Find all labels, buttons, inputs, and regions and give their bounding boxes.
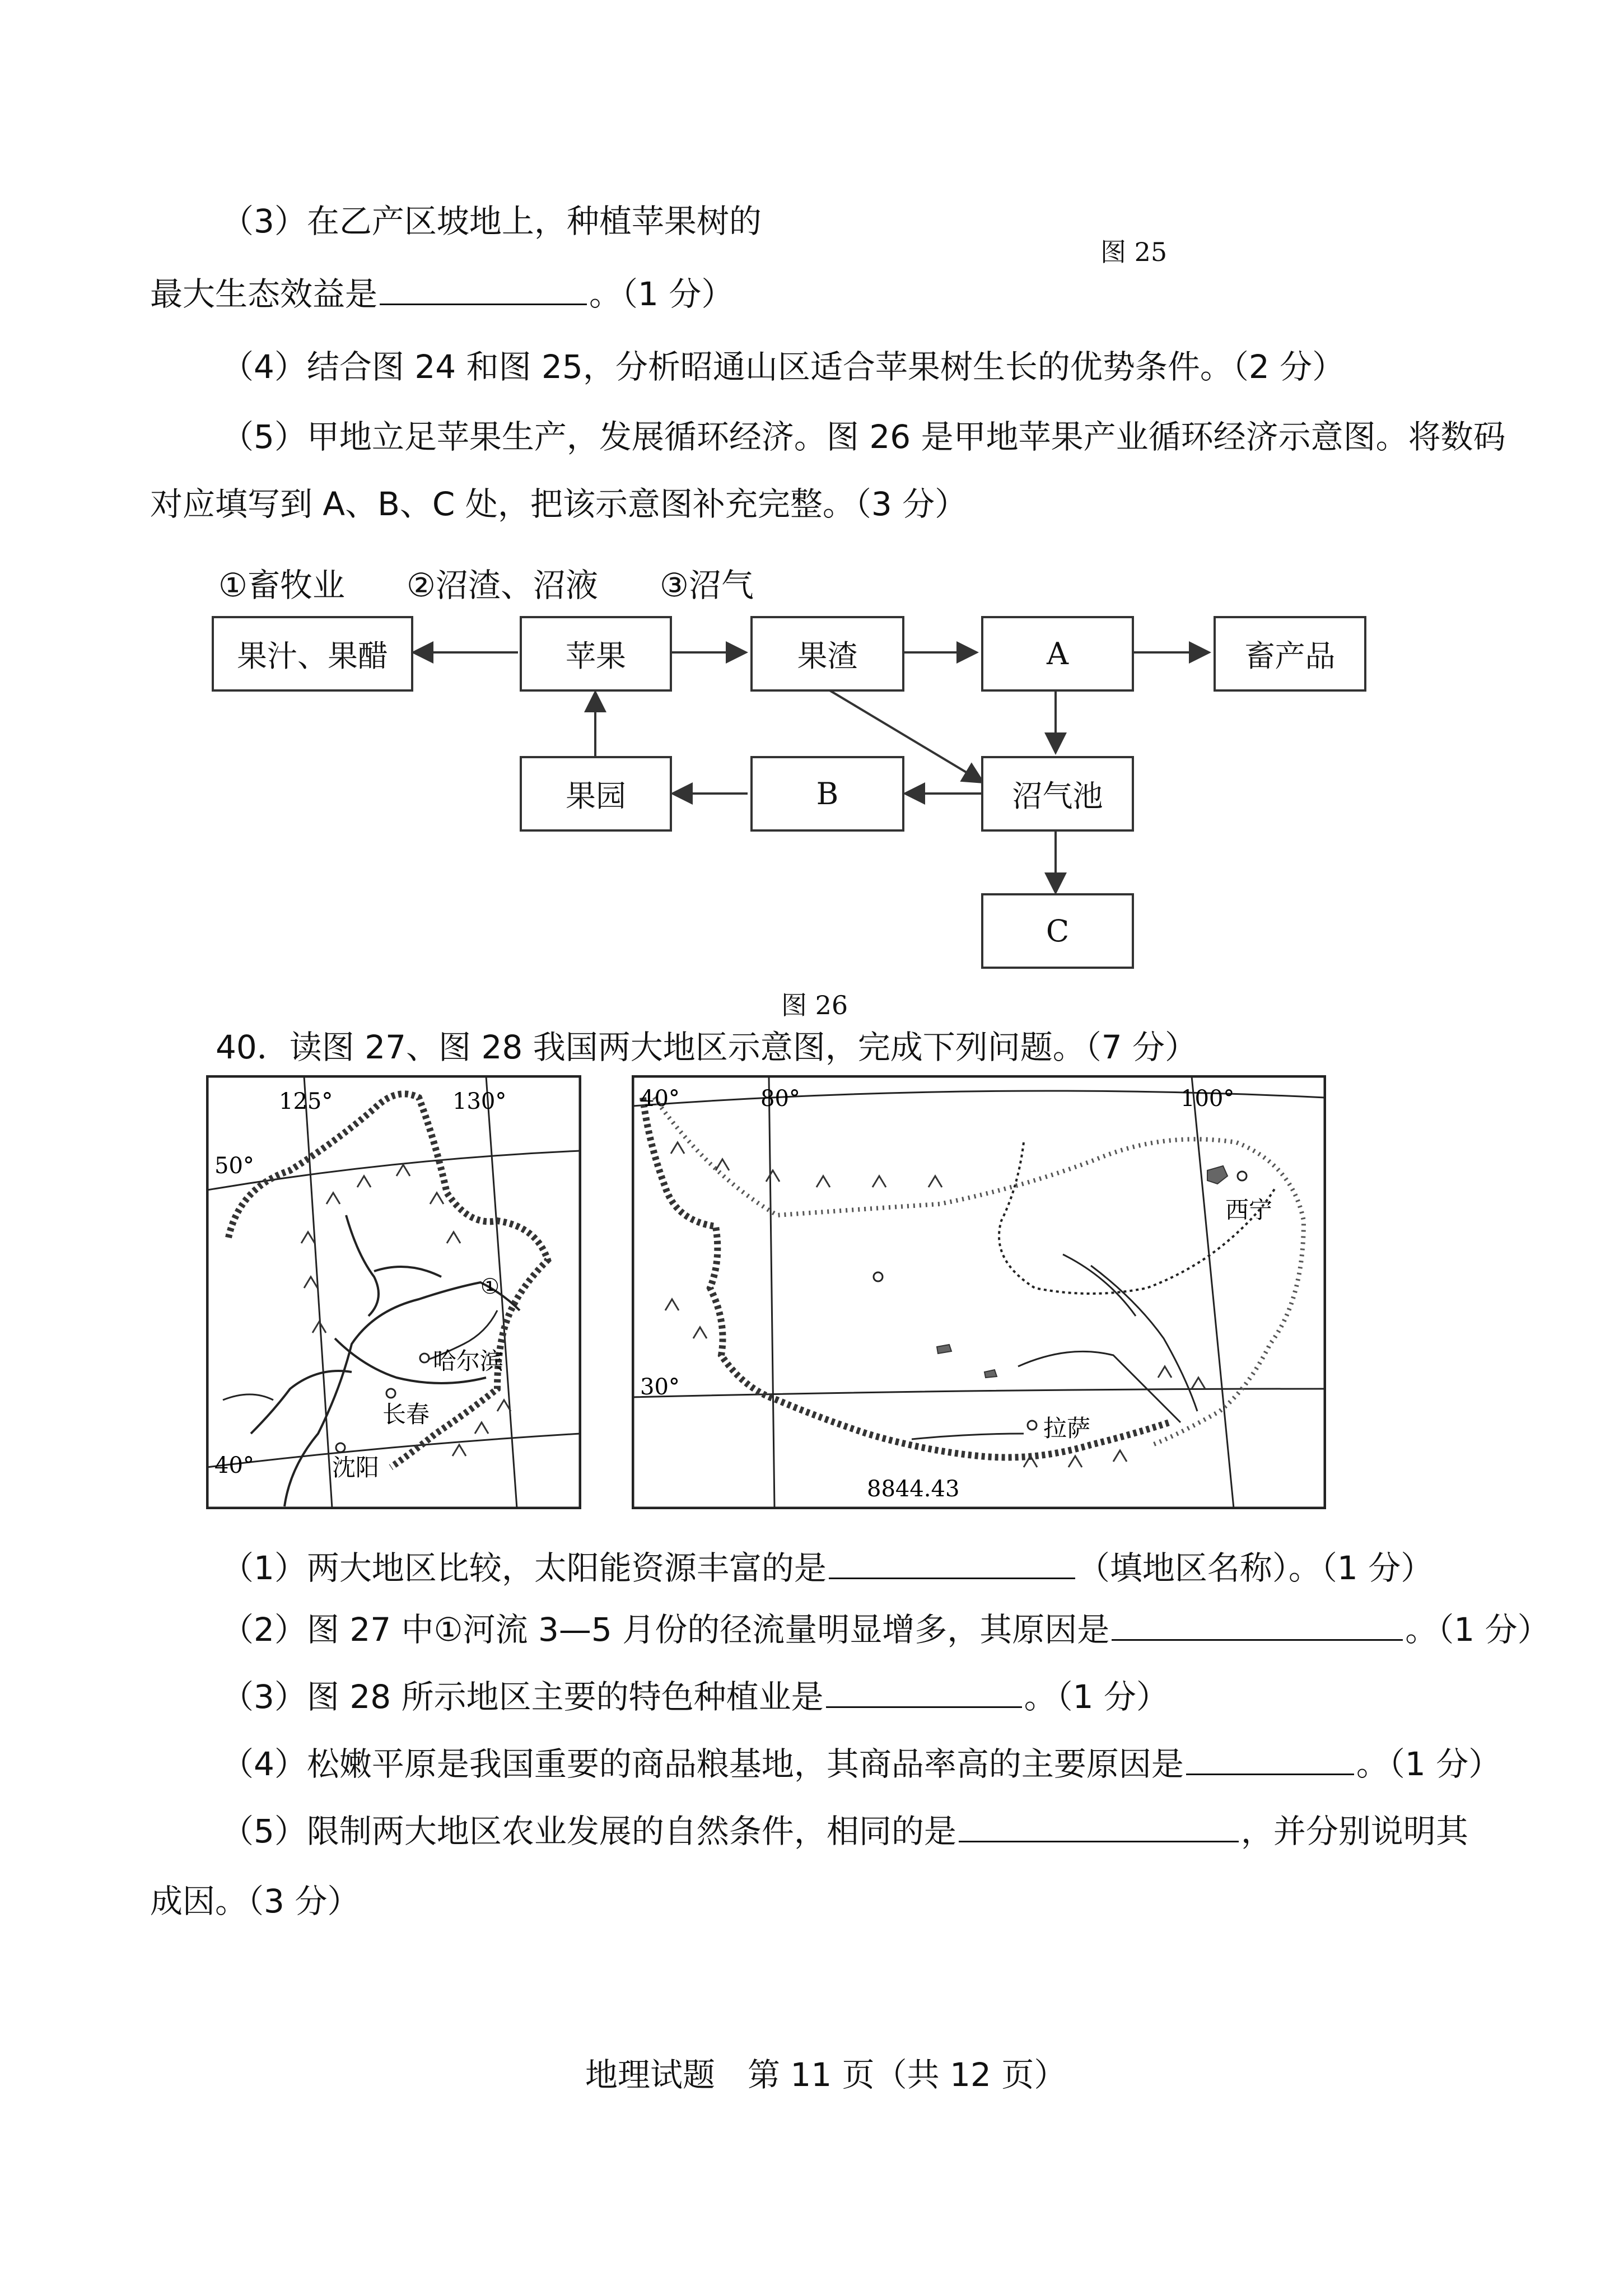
map28-xining: 西宁 [1225, 1196, 1273, 1224]
legend-item-2: ②沼渣、沼液 [407, 566, 598, 604]
map27-lat-40: 40° [214, 1453, 254, 1478]
q40-part1 [221, 1546, 1433, 1590]
q40-part1-text: （1）两大地区比较，太阳能资源丰富的是 [221, 1549, 827, 1587]
q40-part2 [221, 1607, 1550, 1652]
box-c[interactable]: C [981, 893, 1134, 969]
answer-blank[interactable] [380, 274, 587, 305]
q40-part3-text: （3）图 28 所示地区主要的特色种植业是 [221, 1678, 824, 1716]
q39-part3-text: 最大生态效益是 [150, 275, 378, 313]
answer-blank[interactable] [826, 1677, 1022, 1708]
map28-lhasa: 拉萨 [1043, 1415, 1091, 1442]
box-pomace: 果渣 [750, 616, 904, 692]
box-a[interactable]: A [981, 616, 1134, 692]
q39-part3-line1: （3）在乙产区坡地上，种植苹果树的 [221, 202, 762, 240]
q39-part5-line1: （5）甲地立足苹果生产，发展循环经济。图 26 是甲地苹果产业循环经济示意图。将数码 [221, 418, 1506, 456]
q40-part4 [221, 1742, 1501, 1786]
fig26-legend [218, 563, 815, 608]
map28-lat-40: 40° [640, 1086, 680, 1112]
map27-changchun: 长春 [382, 1401, 430, 1428]
fig25-caption: 图 25 [1100, 237, 1168, 267]
box-juice-vinegar: 果汁、果醋 [212, 616, 413, 692]
q40-part2-text: （2）图 27 中①河流 3—5 月份的径流量明显增多，其原因是 [221, 1611, 1110, 1649]
q40-part3 [221, 1674, 1169, 1719]
q40-part5-line2: 成因。（3 分） [150, 1882, 360, 1920]
map27-lon-130: 130° [452, 1089, 507, 1114]
box-b[interactable]: B [750, 756, 904, 832]
q40-part5-text: （5）限制两大地区农业发展的自然条件，相同的是 [221, 1812, 956, 1850]
page-footer: 地理试题 第 11 页（共 12 页） [585, 2056, 1067, 2094]
map-fig27-northeast [206, 1075, 581, 1509]
answer-blank[interactable] [959, 1812, 1239, 1842]
map28-lon-80: 80° [760, 1086, 800, 1112]
map27-harbin: 哈尔滨 [433, 1347, 504, 1375]
map27-lon-125: 125° [279, 1089, 333, 1114]
legend-item-1: ①畜牧业 [218, 566, 345, 604]
map28-lon-100: 100° [1180, 1086, 1235, 1112]
q40-part3-score: 。（1 分） [1024, 1678, 1169, 1716]
q39-part4: （4）结合图 24 和图 25，分析昭通山区适合苹果树生长的优势条件。（2 分） [221, 348, 1345, 386]
q39-part3-line2 [150, 272, 734, 316]
fig26-caption: 图 26 [781, 990, 848, 1020]
q40-part2-score: 。（1 分） [1405, 1611, 1550, 1649]
box-livestock-products: 畜产品 [1214, 616, 1366, 692]
map27-river-marker: ① [480, 1274, 500, 1299]
box-biogas-pool: 沼气池 [981, 756, 1134, 832]
map27-lat-50: 50° [214, 1153, 254, 1179]
box-apple: 苹果 [520, 616, 672, 692]
answer-blank[interactable] [1112, 1610, 1403, 1641]
q40-part4-text: （4）松嫩平原是我国重要的商品粮基地，其商品率高的主要原因是 [221, 1745, 1184, 1783]
box-orchard: 果园 [520, 756, 672, 832]
map-fig28-qinghai-tibet [632, 1075, 1326, 1509]
q40-title: 40．读图 27、图 28 我国两大地区示意图，完成下列问题。（7 分） [216, 1028, 1198, 1066]
q40-part4-score: 。（1 分） [1356, 1745, 1501, 1783]
q39-part5-line2: 对应填写到 A、B、C 处，把该示意图补充完整。（3 分） [150, 485, 968, 523]
legend-item-3: ③沼气 [660, 566, 754, 604]
answer-blank[interactable] [829, 1548, 1075, 1579]
map28-peak-elevation: 8844.43 [867, 1476, 960, 1502]
map27-shenyang: 沈阳 [332, 1454, 380, 1481]
q39-part3-score: 。（1 分） [589, 275, 734, 313]
map28-lat-30: 30° [640, 1374, 680, 1400]
answer-blank[interactable] [1186, 1744, 1354, 1775]
q40-part5 [221, 1809, 1468, 1854]
q40-part1-score: （填地区名称）。（1 分） [1077, 1549, 1434, 1587]
q40-part5-tail: ，并分别说明其 [1240, 1812, 1468, 1850]
